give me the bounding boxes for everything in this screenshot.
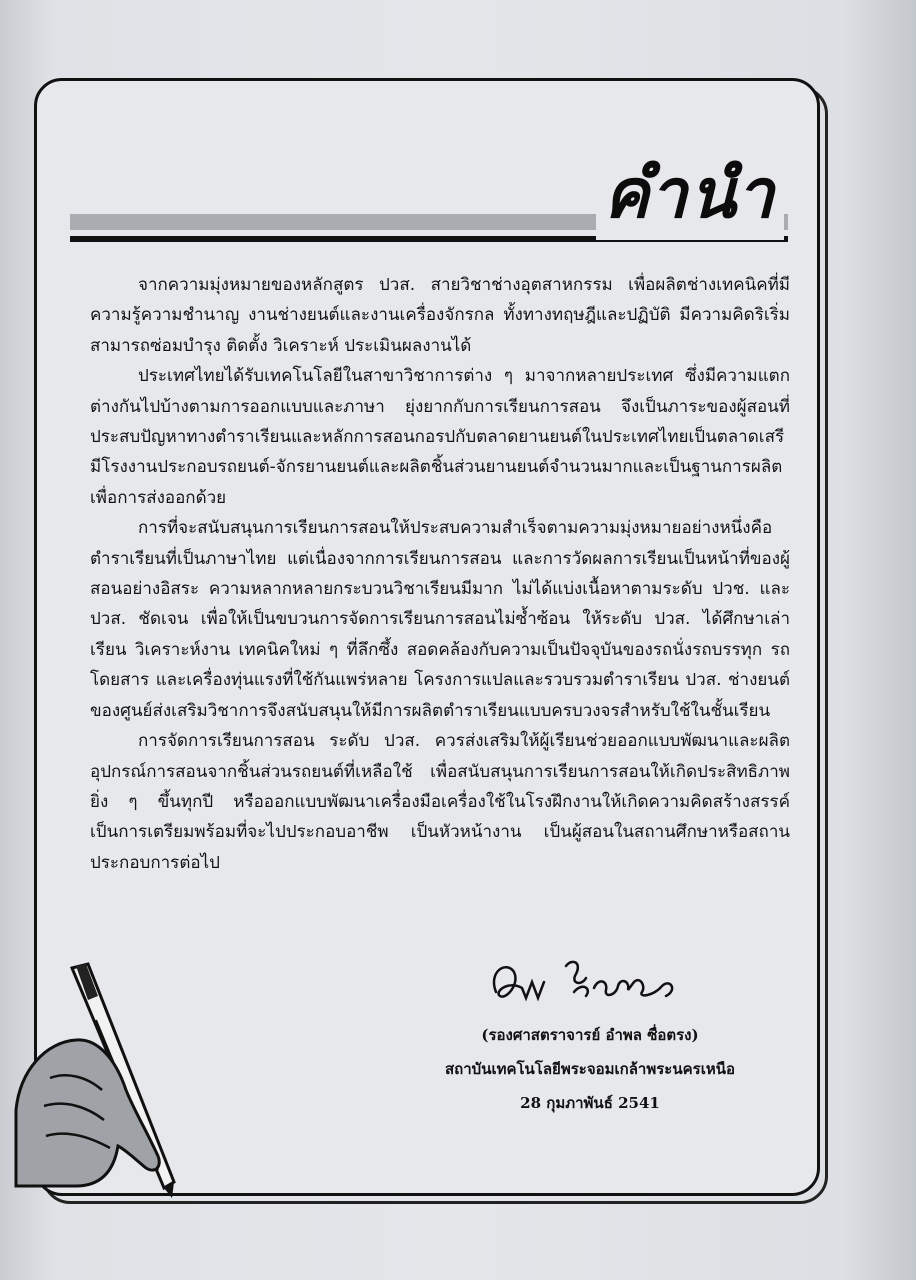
signatory-name: (รองศาสตราจารย์ อำพล ซื่อตรง) bbox=[481, 1026, 699, 1044]
signature-date: 28 กุมภาพันธ์ 2541 bbox=[520, 1094, 660, 1112]
paragraph-1: จากความมุ่งหมายของหลักสูตร ปวส. สายวิชาช่างอุตสาหกรรม เพื่อผลิตช่างเทคนิคที่มีความรู้ความชำนาญ งานช่างยนต์และงานเครื่องจักรกล ทั้งทางทฤษฎีและปฏิบัติ มีความคิดริเริ่มสามารถซ่อมบำรุง ติดตั้ง วิเคราะห์ ประเมินผลงานได้ bbox=[90, 275, 790, 356]
signatory-institution: สถาบันเทคโนโลยีพระจอมเกล้าพระนครเหนือ bbox=[445, 1060, 735, 1078]
preface-body bbox=[90, 270, 790, 878]
hand-holding-pen-illustration bbox=[6, 960, 206, 1200]
handwritten-signature bbox=[486, 952, 686, 1022]
paragraph-4: การจัดการเรียนการสอน ระดับ ปวส. ควรส่งเสริมให้ผู้เรียนช่วยออกแบบพัฒนาและผลิตอุปกรณ์การสอนจากชิ้นส่วนรถยนต์ที่เหลือใช้ เพื่อสนับสนุนการเรียนการสอนให้เกิดประสิทธิภาพยิ่ง ๆ ขึ้นทุกปี หรือออกแบบพัฒนาเครื่องมือเครื่องใช้ในโรงฝึกงานให้เกิดความคิดสร้างสรรค์ เป็นการเตรียมพร้อมที่จะไปประกอบอาชีพ เป็นหัวหน้างาน เป็นผู้สอนในสถานศึกษาหรือสถานประกอบการต่อไป bbox=[90, 731, 790, 873]
page-title: คำนำ bbox=[596, 150, 784, 240]
paragraph-3: การที่จะสนับสนุนการเรียนการสอนให้ประสบความสำเร็จตามความมุ่งหมายอย่างหนึ่งคือตำราเรียนที่เป็นภาษาไทย แต่เนื่องจากการเรียนการสอน และการวัดผลการเรียนเป็นหน้าที่ของผู้สอนอย่างอิสระ ความหลากหลายกระบวนวิชาเรียนมีมาก ไม่ได้แบ่งเนื้อหาตามระดับ ปวช. และ ปวส. ชัดเจน เพื่อให้เป็นขบวนการจัดการเรียนการสอนไม่ซ้ำซ้อน ให้ระดับ ปวส. ได้ศึกษาเล่าเรียน วิเคราะห์งาน เทคนิคใหม่ ๆ ที่ลึกซึ้ง สอดคล้องกับความเป็นปัจจุบันของรถนั่งรถบรรทุก รถโดยสาร และเครื่องทุ่นแรงที่ใช้กันแพร่หลาย โครงการแปลและรวบรวมตำราเรียน ปวส. ช่างยนต์ของศูนย์ส่งเสริมวิชาการจึงสนับสนุนให้มีการผลิตตำราเรียนแบบครบวงจรสำหรับใช้ในชั้นเรียน bbox=[90, 518, 790, 721]
signature-block bbox=[380, 1018, 800, 1120]
paragraph-2: ประเทศไทยได้รับเทคโนโลยีในสาขาวิชาการต่าง ๆ มาจากหลายประเทศ ซึ่งมีความแตกต่างกันไปบ้างตามการออกแบบและภาษา ยุ่งยากกับการเรียนการสอน จึงเป็นภาระของผู้สอนที่ประสบปัญหาทางตำราเรียนและหลักการสอนกอรปกับตลาดยานยนต์ในประเทศไทยเป็นตลาดเสรี มีโรงงานประกอบรถยนต์-จักรยานยนต์และผลิตชิ้นส่วนยานยนต์จำนวนมากและเป็นฐานการผลิตเพื่อการส่งออกด้วย bbox=[90, 366, 790, 508]
